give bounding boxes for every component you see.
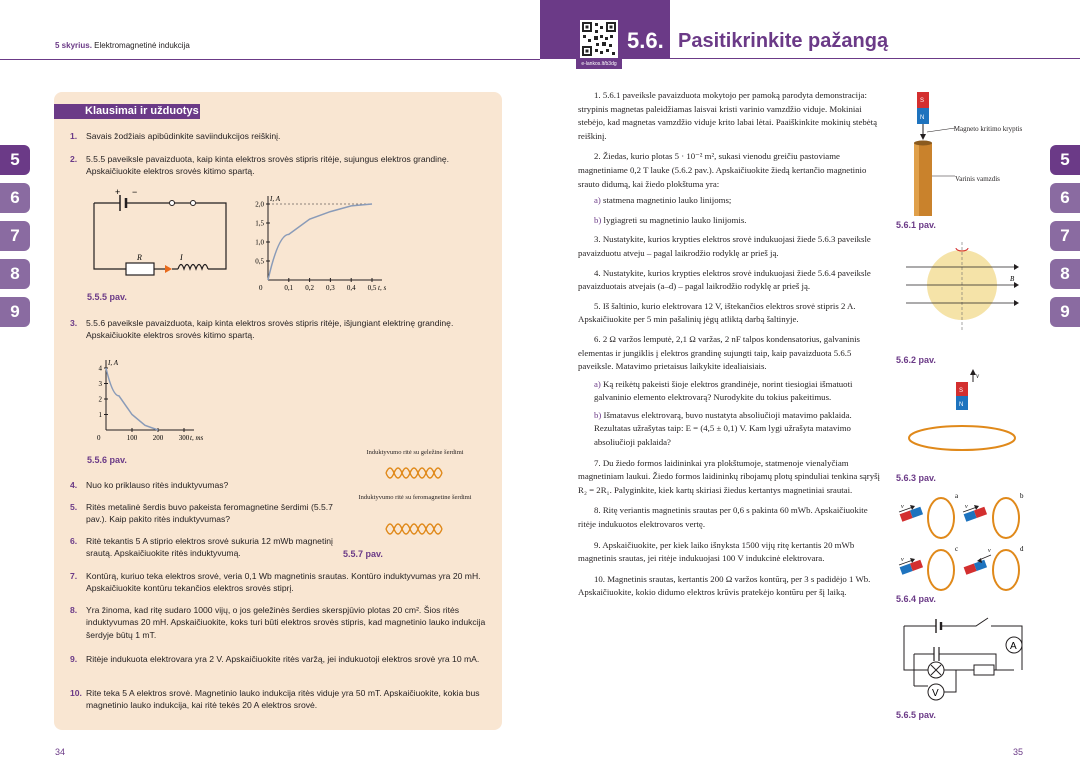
switch-icon (941, 618, 988, 626)
question-5 (70, 501, 338, 526)
problem-number: 5. (594, 300, 601, 311)
tab-left-9[interactable]: 9 (0, 297, 30, 327)
question-4 (70, 479, 320, 491)
question-text: 5.5.5 paveiksle pavaizduota, kaip kinta elektros srovės stipris ritėje, sujungus elektros grandinę. Apskaičiuokite elektros srovės kitimo spartą. (86, 154, 450, 177)
tab-right-8[interactable]: 8 (1050, 259, 1080, 289)
velocity-label: v (976, 372, 980, 380)
qr-code-icon[interactable] (580, 20, 618, 58)
tab-left-7[interactable]: 7 (0, 221, 30, 251)
question-text: 5.5.6 paveiksle pavaizduota, kaip kinta elektros srovės stipris ritėje, išjungiant elektrinę grandinę. Apskaičiuokite elektros srovės kitimo spartą. (86, 318, 454, 341)
ring-c (928, 550, 954, 590)
y-tick-label: 3 (98, 380, 102, 388)
figure-label-556: 5.5.6 pav. (87, 455, 127, 465)
graph-555 (232, 186, 392, 302)
question-2 (70, 153, 490, 178)
question-number: 2. (70, 154, 78, 164)
figure-label-563: 5.6.3 pav. (896, 473, 936, 483)
tab-right-5[interactable]: 5 (1050, 145, 1080, 175)
problem-text: Žiedas, kurio plotas 5 · 10⁻² m², sukasi vienodu greičiu pastoviame magnetiniame 0,2 T lauke (5.6.2 pav.). Apskaičiuokite žiedą kertančio magnetinio srauto didumą, kai žiedo plokštuma yra: (578, 151, 867, 189)
question-text: Savais žodžiais apibūdinkite saviindukcijos reiškinį. (86, 131, 281, 141)
problem-number: 7. (594, 457, 601, 468)
y-axis-label: I, A (108, 359, 118, 367)
problem-6a (578, 378, 883, 405)
x-tick-label: 0,5 (367, 284, 377, 292)
figure-label-557: 5.5.7 pav. (343, 549, 383, 559)
ring-b (993, 498, 1019, 538)
tab-left-5[interactable]: 5 (0, 145, 30, 175)
problem-text: Du žiedo formos laidininkai yra plokštumoje, statmenoje vienalyčiam magnetiniam laukui. Žiedo formos laidininkų ribojamų plotų spinduliai tenkina sąryšį R₂ = 2R₁. Palyginkite, kiek kartų skiriasi žiedus kertantys magnetiniai srautai. (578, 457, 880, 495)
question-text: Kontūrą, kuriuo teka elektros srovė, veria 0,1 Wb magnetinis srautas. Kontūro induktyvumas yra 20 mH. Apskaičiuokite kontūru tekančios elektros srovės stiprį. (86, 571, 481, 594)
problem-number: 8. (594, 505, 601, 516)
problem-text: Magnetinis srautas, kertantis 200 Ω varžos kontūrą, per 3 s padidėjo 1 Wb. Apskaičiuokite, kokio didumo elektros krūvis pratekėjo kontūru per šį laiką. (578, 573, 871, 598)
question-number: 6. (70, 536, 78, 546)
problem-text: 5.6.1 paveiksle pavaizduota mokytojo per pamoką parodyta demonstracija: strypinis magnetas paleidžiamas laisvai kristi varinio vamzdžio viduje. Mokiniai stebėjo, kad magnetas vamzdžio viduje krito labai lėtai. Paaiškinkite mokinių stebėtą reiškinį. (578, 90, 878, 141)
svg-text:−: − (132, 187, 138, 197)
figure-563 (905, 368, 1025, 458)
chapter-title: Elektromagnetinė indukcija (94, 41, 190, 50)
case-b-label: b (1020, 492, 1024, 500)
y-axis-label: I, A (270, 195, 280, 203)
figure-561 (895, 88, 1055, 223)
velocity-label-c: v (901, 557, 904, 563)
coil-caption-iron: Induktyvumo ritė su geležine šerdimi (366, 449, 464, 456)
question-text: Ritė tekantis 5 A stiprio elektros srovė sukuria 12 mWb magnetinį srautą. Apskaičiuokite ritės induktyvumą. (86, 536, 333, 559)
question-number: 8. (70, 605, 78, 615)
coil-caption-ferro: Induktyvumo ritė su feromagnetine šerdimi (358, 494, 472, 501)
y-tick-label: 1,5 (255, 219, 264, 228)
subitem-letter: a) (594, 378, 601, 389)
svg-text:+: + (115, 187, 121, 197)
question-number: 9. (70, 654, 78, 664)
figure-label-562: 5.6.2 pav. (896, 355, 936, 365)
question-text: Nuo ko priklauso ritės induktyvumas? (86, 480, 229, 490)
current-curve (268, 204, 372, 280)
question-6 (70, 535, 338, 560)
magnet-s-label: S (920, 98, 925, 104)
problem-text: Nustatykite, kurios krypties elektros srovė indukuojasi žiede 5.6.3 paveiksle pavaizduotu atveju – pagal laikrodžio rodyklę ar prieš ją. (578, 234, 871, 258)
problem-text: Apskaičiuokite, per kiek laiko išnyksta 1500 vijų ritę kertantis 20 mWb magnetinis srautas, jei ritėje indukuojasi 100 V indukcinė elektrovara. (578, 539, 855, 564)
origin-label: 0 (97, 434, 101, 442)
circuit-diagram-555 (86, 185, 236, 285)
subitem-text: Ką reikėtų pakeisti šioje elektros grandinėje, norint tiesiogiai išmatuoti galvaninio elemento elektrovarą? Nurodykite du tokius pakeitimus. (594, 378, 853, 403)
resistor-icon (126, 263, 154, 275)
origin-label: 0 (259, 284, 263, 292)
tab-right-6[interactable]: 6 (1050, 183, 1080, 213)
figure-562 (900, 238, 1025, 333)
current-curve (106, 368, 158, 430)
velocity-label-d: v (988, 548, 991, 554)
y-tick-label: 2 (98, 395, 102, 404)
page-number-left: 34 (55, 747, 66, 757)
problem-number: 10. (594, 573, 605, 584)
problem-text: Iš šaltinio, kurio elektrovara 12 V, ištekančios elektros srovė stipris 2 A. Apskaičiuokite per 5 min pašalinių jėgų atliktą darbą šaltinyje. (578, 300, 856, 325)
ring-d (993, 550, 1019, 590)
x-tick-label: 0,3 (326, 284, 335, 292)
running-header (55, 41, 190, 50)
question-number: 7. (70, 571, 78, 581)
question-number: 4. (70, 480, 78, 490)
coil-ferro-icon (384, 518, 444, 540)
figure-564 (893, 488, 1033, 593)
subitem-text: statmena magnetinio lauko linijoms; (603, 195, 732, 206)
problem-8 (578, 504, 883, 531)
problem-number: 9. (594, 539, 601, 550)
question-1 (70, 130, 490, 142)
question-3 (70, 317, 490, 342)
right-column-text (578, 89, 883, 600)
problem-text: Nustatykite, kurios krypties elektros srovė indukuojasi žiede 5.6.4 paveiksle pavaizduotais atvejais (a–d) – pagal laikrodžio rodyklę ar prieš ją. (578, 267, 871, 292)
ring-a (928, 498, 954, 538)
problem-number: 3. (594, 234, 601, 245)
ammeter-label: A (1010, 641, 1017, 652)
page-number-right: 35 (1013, 747, 1024, 757)
subitem-letter: b) (594, 409, 602, 420)
resistor-icon (974, 665, 994, 675)
problem-6b (578, 409, 883, 450)
x-tick-label: 300 (178, 434, 190, 442)
problem-3 (578, 233, 883, 260)
voltmeter-label: V (932, 688, 939, 699)
y-tick-label: 1 (98, 411, 102, 419)
header-rule (0, 59, 540, 60)
subitem-letter: b) (594, 214, 602, 225)
caption-fall-direction: Magneto kritimo kryptis (953, 125, 1023, 133)
problem-2b (578, 214, 883, 228)
problem-1 (578, 89, 883, 143)
problem-text: 2 Ω varžos lemputė, 2,1 Ω varžas, 2 nF talpos kondensatorius, galvaninis elementas ir jungiklis į elektros grandinę sujungti taip, kaip pavaizduota 5.6.5 paveiksle. Matavimo prietaisus laikykite idealiaisiais. (578, 333, 860, 372)
coil-icon (178, 265, 208, 270)
figure-label-555: 5.5.5 pav. (87, 292, 127, 302)
ring (909, 426, 1015, 450)
problem-7 (578, 457, 883, 498)
velocity-label-b: v (965, 504, 968, 510)
tab-left-6[interactable]: 6 (0, 183, 30, 213)
question-8 (70, 604, 490, 641)
problem-2a (578, 194, 883, 208)
current-label: I (180, 253, 183, 262)
question-10 (70, 687, 490, 712)
y-tick-label: 2,0 (255, 200, 264, 209)
graph-556 (84, 352, 214, 450)
question-number: 5. (70, 502, 78, 512)
tab-right-9[interactable]: 9 (1050, 297, 1080, 327)
problem-4 (578, 267, 883, 294)
y-tick-label: 4 (98, 364, 102, 373)
current-arrow-icon (165, 265, 172, 273)
chapter-label: 5 skyrius. (55, 41, 92, 50)
question-number: 1. (70, 131, 78, 141)
problem-6 (578, 333, 883, 374)
field-label: B (1010, 275, 1015, 283)
problem-number: 4. (594, 267, 601, 278)
question-text: Ritėje indukuota elektrovara yra 2 V. Apskaičiuokite ritės varžą, jei indukuotoji elektros srovė yra 10 mA. (86, 654, 480, 664)
tab-left-8[interactable]: 8 (0, 259, 30, 289)
problem-5 (578, 300, 883, 327)
subitem-letter: a) (594, 195, 601, 206)
case-c-label: c (955, 545, 959, 553)
caption-copper-tube: Varinis vamzdis (955, 175, 1000, 183)
question-number: 3. (70, 318, 78, 328)
x-tick-label: 200 (152, 434, 164, 442)
velocity-label-a: v (901, 504, 904, 510)
figure-label-565: 5.6.5 pav. (896, 710, 936, 720)
figure-label-564: 5.6.4 pav. (896, 594, 936, 604)
y-tick-label: 0,5 (255, 257, 264, 266)
question-number: 10. (70, 688, 82, 698)
x-tick-label: 0,2 (305, 284, 314, 292)
problem-10 (578, 573, 883, 600)
qr-caption[interactable]: e-lankos.lt/b3dg (576, 59, 622, 69)
tab-right-7[interactable]: 7 (1050, 221, 1080, 251)
y-tick-label: 1,0 (255, 238, 264, 247)
panel-heading: Klausimai ir užduotys (54, 104, 200, 119)
question-text: Rite teka 5 A elektros srovė. Magnetinio lauko indukcija ritės viduje yra 50 mT. Apskaičiuokite, kokia bus magnetinio lauko indukcija, kai ritė tekės 20 A elektros srovė. (86, 688, 480, 711)
magnet-s-label: S (959, 388, 964, 394)
problem-9 (578, 539, 883, 566)
x-tick-label: 0,1 (284, 284, 294, 292)
x-tick-label: 100 (126, 434, 138, 442)
problem-number: 2. (594, 151, 601, 162)
problem-number: 1. (594, 90, 601, 100)
figure-label-561: 5.6.1 pav. (896, 220, 936, 230)
case-a-label: a (955, 492, 959, 500)
x-axis-label: t, s (378, 284, 387, 292)
question-9 (70, 653, 490, 665)
problem-number: 6. (594, 333, 601, 344)
magnet-n-label: N (959, 402, 964, 408)
coil-iron-icon (384, 462, 444, 484)
resistor-label: R (137, 253, 142, 262)
circuit-diagram-565 (896, 612, 1031, 707)
problem-2 (578, 150, 883, 191)
x-axis-label: t, ms (190, 434, 204, 442)
case-d-label: d (1020, 545, 1024, 553)
question-text: Ritės metalinė šerdis buvo pakeista feromagnetine šerdimi (5.5.7 pav.). Kaip pakito ritės induktyvumas? (86, 502, 333, 525)
problem-text: Ritę veriantis magnetinis srautas per 0,6 s pakinta 60 mWb. Apskaičiuokite ritėje indukuotos elektrovaros vertę. (578, 505, 868, 530)
fall-arrow-icon (920, 134, 926, 140)
magnet-n-label: N (920, 115, 925, 121)
x-tick-label: 0,4 (346, 284, 356, 292)
subitem-text: lygiagreti su magnetinio lauko linijomis. (603, 214, 747, 225)
section-number: 5.6. (627, 28, 664, 53)
subitem-text: Išmatavus elektrovarą, buvo nustatyta absoliučioji matavimo paklaida. Rezultatas užrašytas taip: E = (4,5 ± 0,1) V. Kam lygi užrašyta matavimo absoliučioji paklaida? (594, 409, 852, 448)
question-7 (70, 570, 490, 595)
question-text: Yra žinoma, kad ritę sudaro 1000 vijų, o jos geležinės šerdies skerspjūvio plotas 20 cm². Šios ritės induktyvumas 20 mH. Apskaičiuokite, koks turi būti elektros srovės stipris, kad magnetinio lauko indukcija šerdyje būtų 1 mT. (86, 605, 486, 640)
section-title: Pasitikrinkite pažangą (678, 30, 889, 52)
